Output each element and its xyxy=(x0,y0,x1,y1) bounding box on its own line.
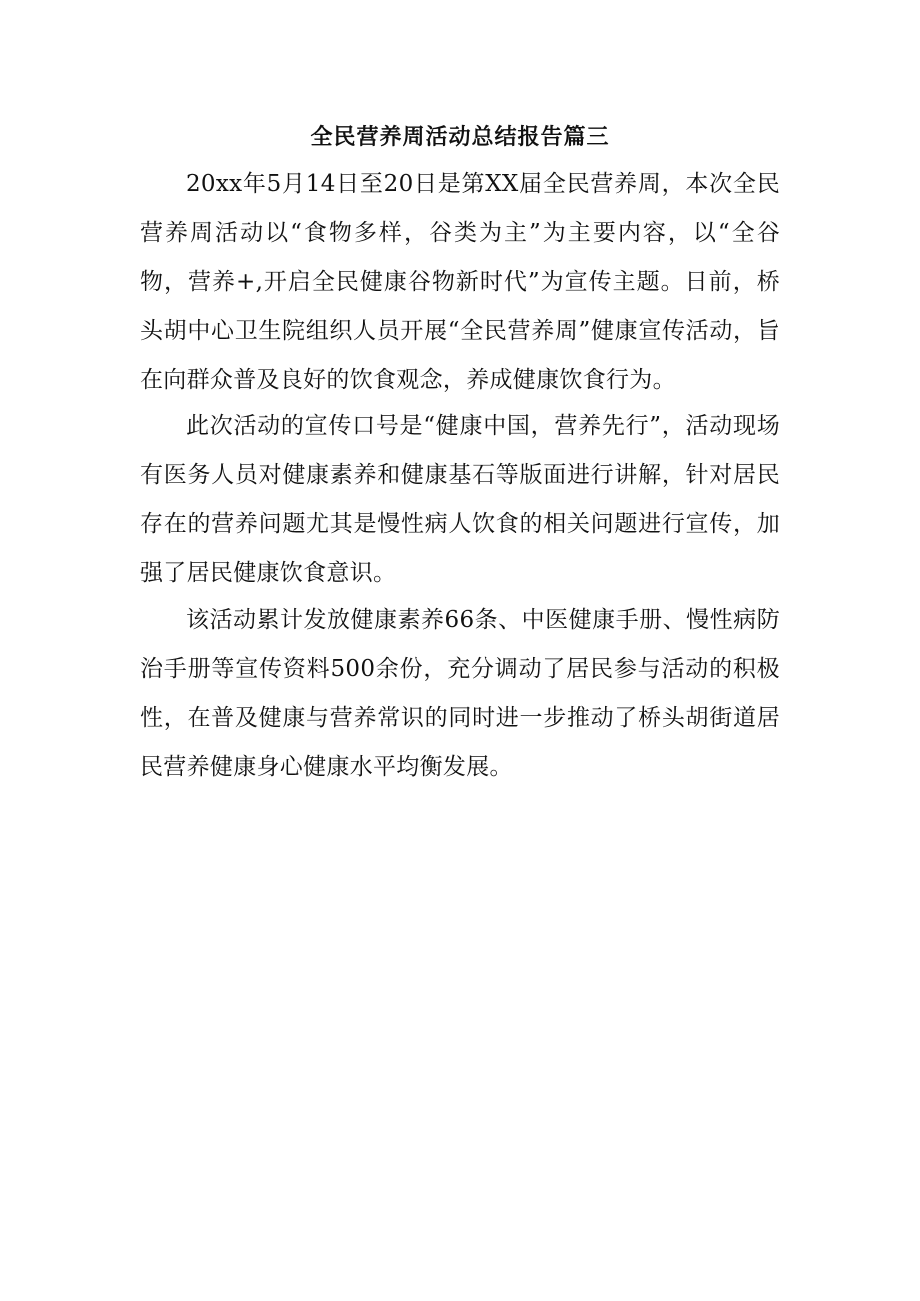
paragraph-1: 20xx年5月14日至20日是第XX届全民营养周，本次全民营养周活动以“食物多样，谷类为主”为主要内容，以“全谷物，营养+,开启全民健康谷物新时代”为宣传主题。日前，桥头胡中心卫生院组织人员开展“全民营养周”健康宣传活动，旨在向群众普及良好的饮食观念，养成健康饮食行为。 xyxy=(140,171,780,393)
paragraph-2: 此次活动的宣传口号是“健康中国，营养先行”，活动现场有医务人员对健康素养和健康基石等版面进行讲解，针对居民存在的营养问题尤其是慢性病人饮食的相关问题进行宣传，加强了居民健康饮食意识。 xyxy=(140,413,780,586)
document-title: 全民营养周活动总结报告篇三 xyxy=(310,124,610,150)
paragraph-3: 该活动累计发放健康素养66条、中医健康手册、慢性病防治手册等宣传资料500余份，充分调动了居民参与活动的积极性，在普及健康与营养常识的同时进一步推动了桥头胡街道居民营养健康身心健康水平均衡发展。 xyxy=(140,607,780,780)
